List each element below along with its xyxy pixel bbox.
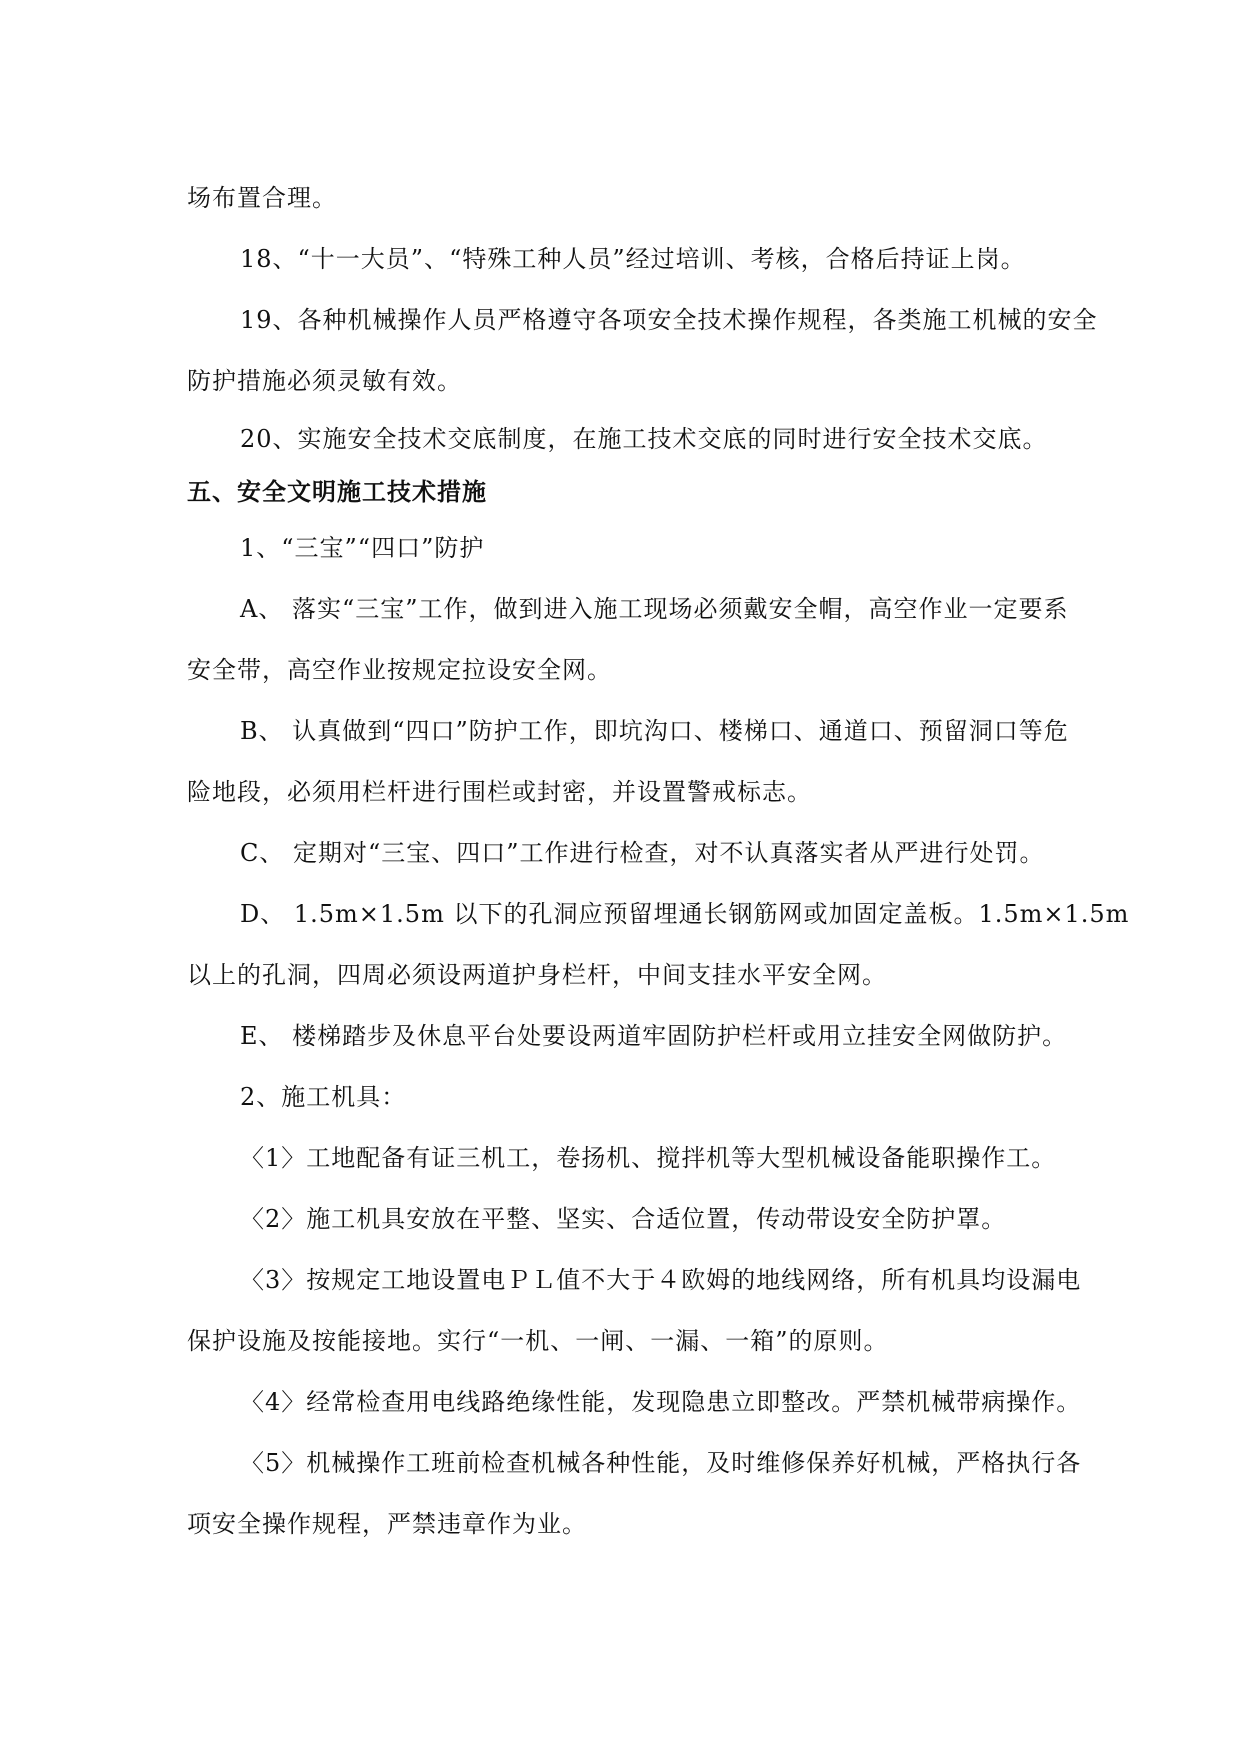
paragraph-line: 场布置合理。 bbox=[187, 184, 337, 212]
paragraph-line: 〈3〉按规定工地设置电ＰＬ值不大于４欧姆的地线网络，所有机具均设漏电 bbox=[240, 1266, 1082, 1294]
paragraph-line: 险地段，必须用栏杆进行围栏或封密，并设置警戒标志。 bbox=[187, 778, 812, 806]
paragraph-line: 以上的孔洞，四周必须设两道护身栏杆，中间支挂水平安全网。 bbox=[187, 961, 887, 989]
paragraph-line: 〈5〉机械操作工班前检查机械各种性能，及时维修保养好机械，严格执行各 bbox=[240, 1449, 1082, 1477]
document-body bbox=[187, 168, 1130, 1555]
paragraph-line: 〈2〉施工机具安放在平整、坚实、合适位置，传动带设安全防护罩。 bbox=[240, 1205, 1007, 1233]
paragraph-line: 〈4〉经常检查用电线路绝缘性能，发现隐患立即整改。严禁机械带病操作。 bbox=[240, 1388, 1082, 1416]
paragraph-line: 保护设施及按能接地。实行“一机、一闸、一漏、一箱”的原则。 bbox=[187, 1327, 889, 1355]
paragraph-line: C、 定期对“三宝、四口”工作进行检查，对不认真落实者从严进行处罚。 bbox=[240, 839, 1045, 867]
paragraph-line: B、 认真做到“四口”防护工作，即坑沟口、楼梯口、通道口、预留洞口等危 bbox=[240, 717, 1069, 745]
subsection-heading: 2、施工机具： bbox=[240, 1083, 407, 1111]
paragraph-line: 18、“十一大员”、“特殊工种人员”经过培训、考核，合格后持证上岗。 bbox=[240, 245, 1026, 273]
paragraph-line: 20、实施安全技术交底制度，在施工技术交底的同时进行安全技术交底。 bbox=[240, 425, 1048, 453]
paragraph-line: A、 落实“三宝”工作，做到进入施工现场必须戴安全帽，高空作业一定要系 bbox=[240, 595, 1069, 623]
paragraph-line: D、 1.5m×1.5m 以下的孔洞应预留埋通长钢筋网或加固定盖板。1.5m×1.5m bbox=[240, 900, 1130, 928]
paragraph-line: 安全带，高空作业按规定拉设安全网。 bbox=[187, 656, 612, 684]
subsection-heading: 1、“三宝”“四口”防护 bbox=[240, 534, 485, 562]
paragraph-line: 防护措施必须灵敏有效。 bbox=[187, 367, 462, 395]
paragraph-line: 〈1〉工地配备有证三机工，卷扬机、搅拌机等大型机械设备能职操作工。 bbox=[240, 1144, 1057, 1172]
paragraph-line: 项安全操作规程，严禁违章作为业。 bbox=[187, 1510, 587, 1538]
paragraph-line: E、 楼梯踏步及休息平台处要设两道牢固防护栏杆或用立挂安全网做防护。 bbox=[240, 1022, 1068, 1050]
section-heading: 五、安全文明施工技术措施 bbox=[187, 478, 487, 506]
paragraph-line: 19、各种机械操作人员严格遵守各项安全技术操作规程，各类施工机械的安全 bbox=[240, 306, 1098, 334]
